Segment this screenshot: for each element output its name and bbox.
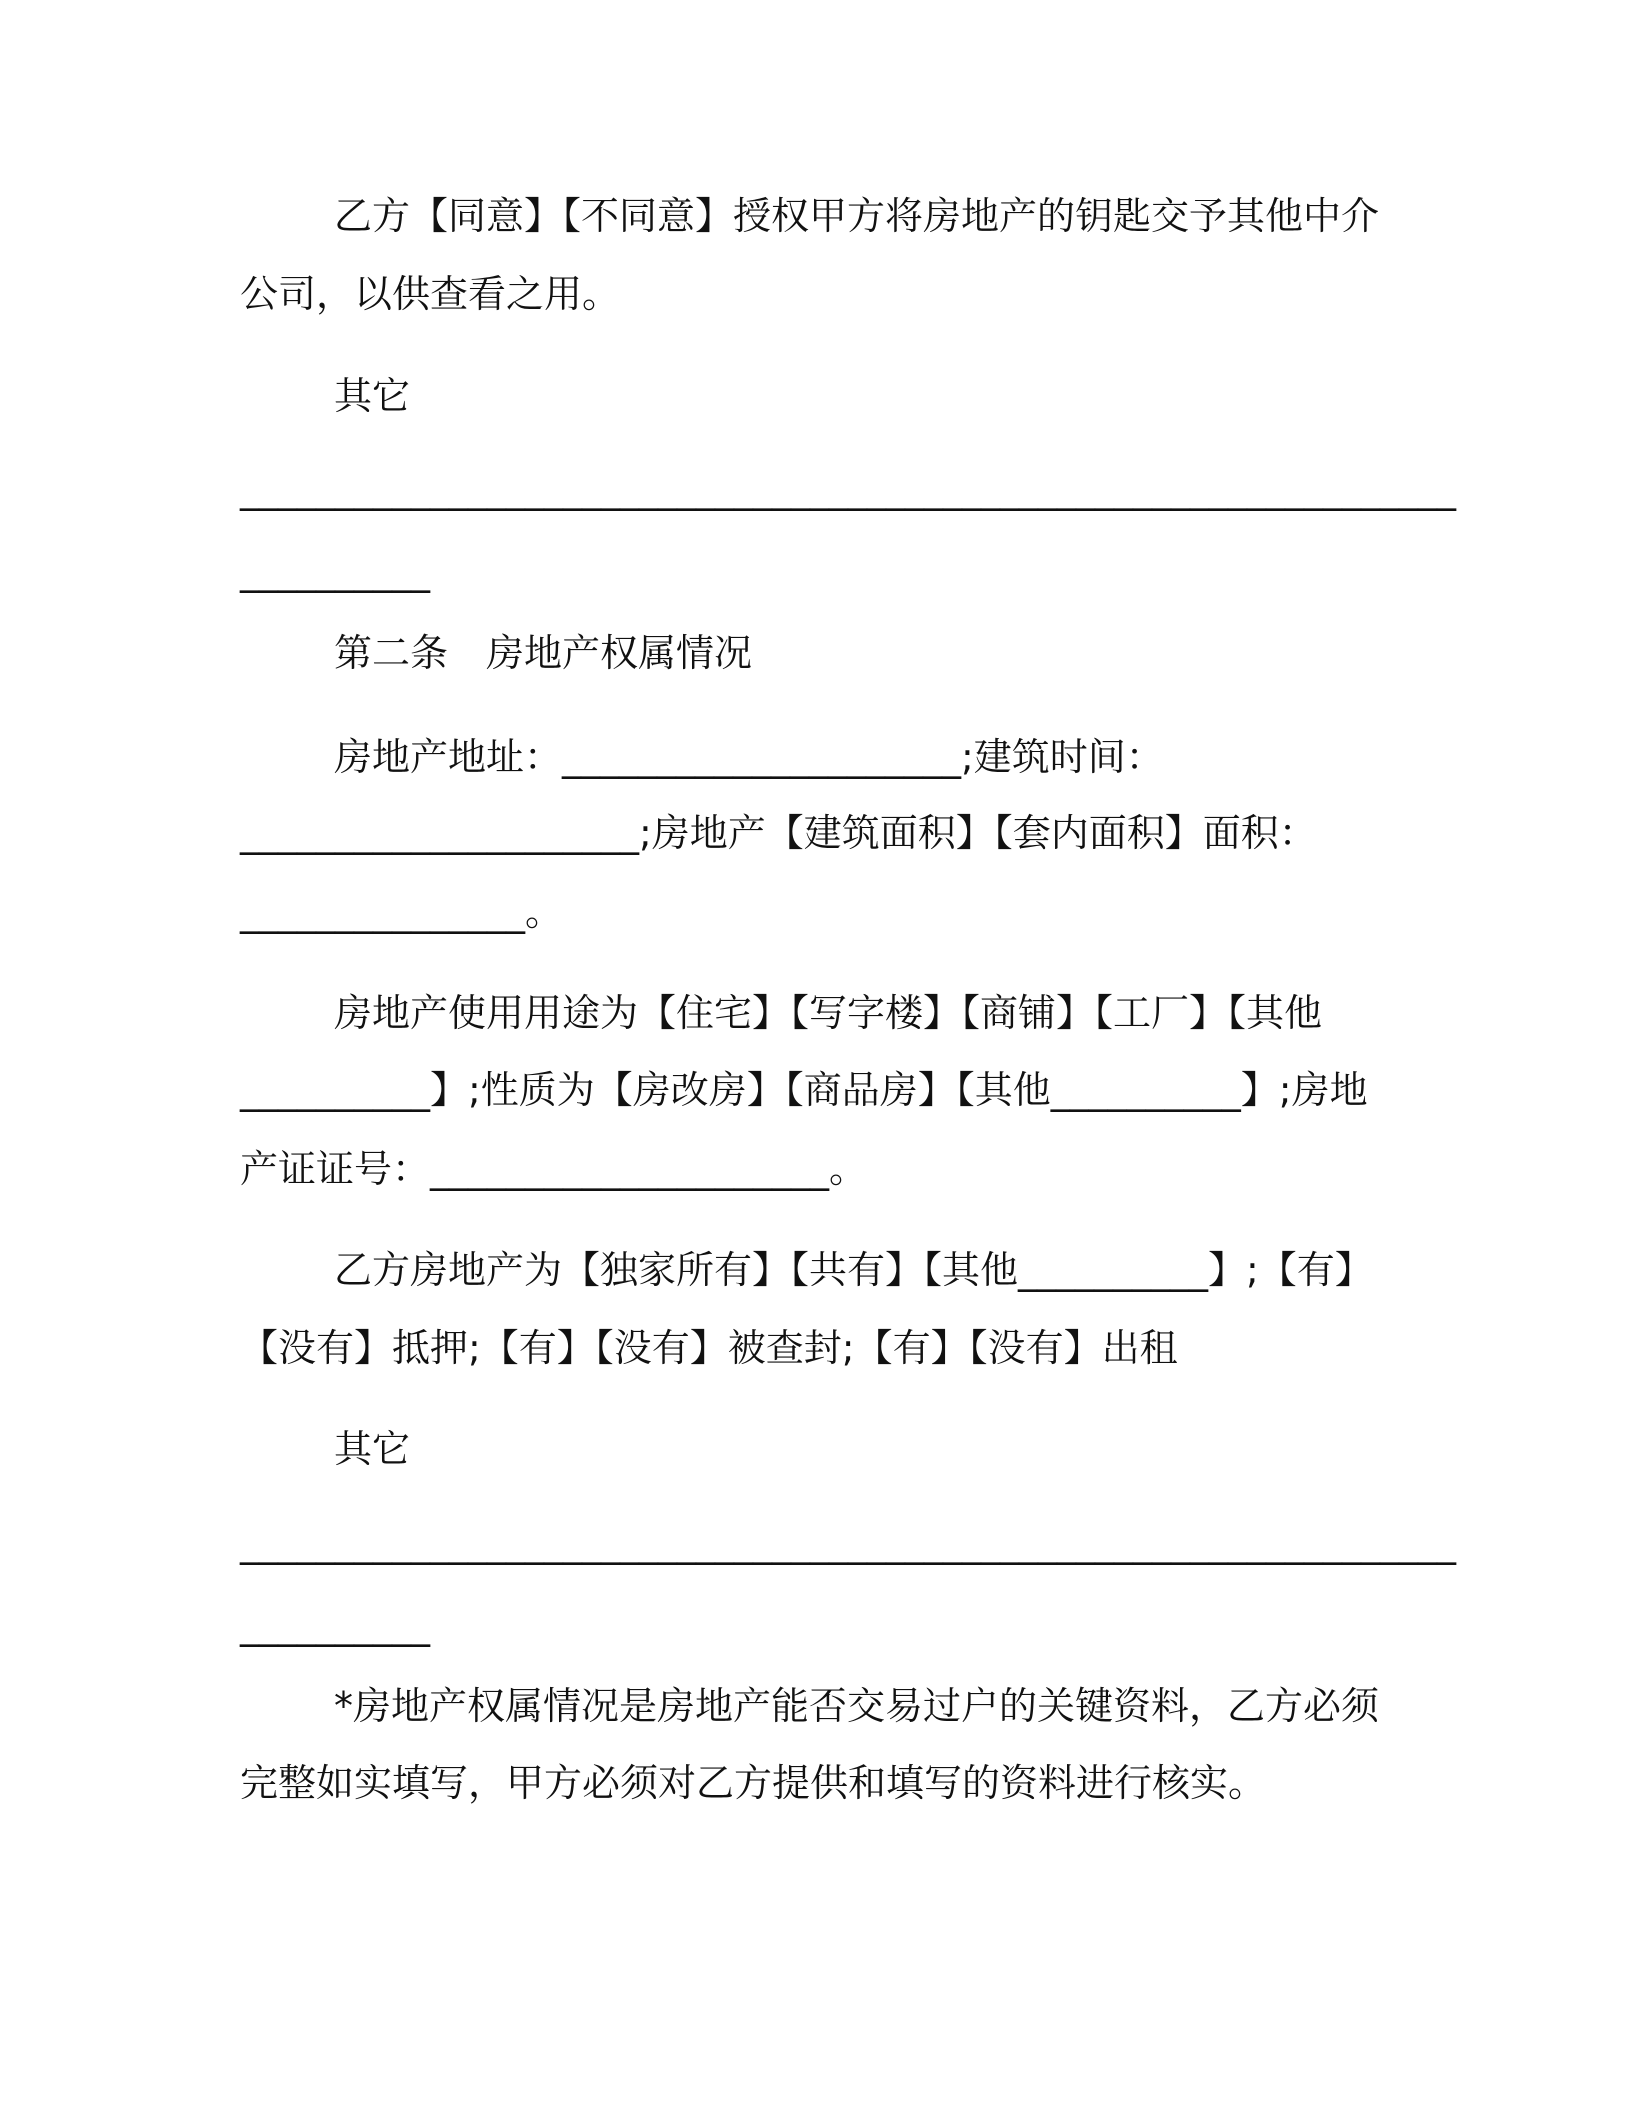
property-use-line-3: 产证证号：_____________________。 (240, 1147, 868, 1191)
note-line-2: 完整如实填写，甲方必须对乙方提供和填写的资料进行核实。 (240, 1761, 1267, 1805)
ownership-line-1: 乙方房地产为【独家所有】【共有】【其他__________】;【有】 (334, 1248, 1373, 1292)
ownership-line-2: 【没有】抵押;【有】【没有】被查封;【有】【没有】出租 (240, 1326, 1178, 1370)
other-blank-line-1b: __________ (240, 549, 430, 593)
property-use-line-2: __________】;性质为【房改房】【商品房】【其他__________】;房地 (240, 1068, 1368, 1112)
agree-key-line-1: 乙方【同意】【不同意】授权甲方将房地产的钥匙交予其他中介 (334, 194, 1380, 238)
other-label-2: 其它 (334, 1427, 411, 1471)
other-blank-line-2b: __________ (240, 1603, 430, 1647)
section-2-heading: 第二条 房地产权属情况 (334, 631, 753, 675)
agree-key-line-2: 公司，以供查看之用。 (240, 272, 621, 316)
property-address-line-3: _______________。 (240, 890, 564, 934)
property-use-line-1: 房地产使用用途为【住宅】【写字楼】【商铺】【工厂】【其他 (334, 991, 1323, 1035)
other-blank-line-2a: ________________________________________________________________ (240, 1521, 1456, 1565)
other-label-1: 其它 (334, 374, 411, 418)
property-address-line-1: 房地产地址：_____________________;建筑时间： (334, 735, 1164, 779)
note-line-1: *房地产权属情况是房地产能否交易过户的关键资料，乙方必须 (334, 1684, 1380, 1728)
property-address-line-2: _____________________;房地产【建筑面积】【套内面积】面积： (240, 811, 1317, 855)
other-blank-line-1a: ________________________________________________________________ (240, 467, 1456, 511)
